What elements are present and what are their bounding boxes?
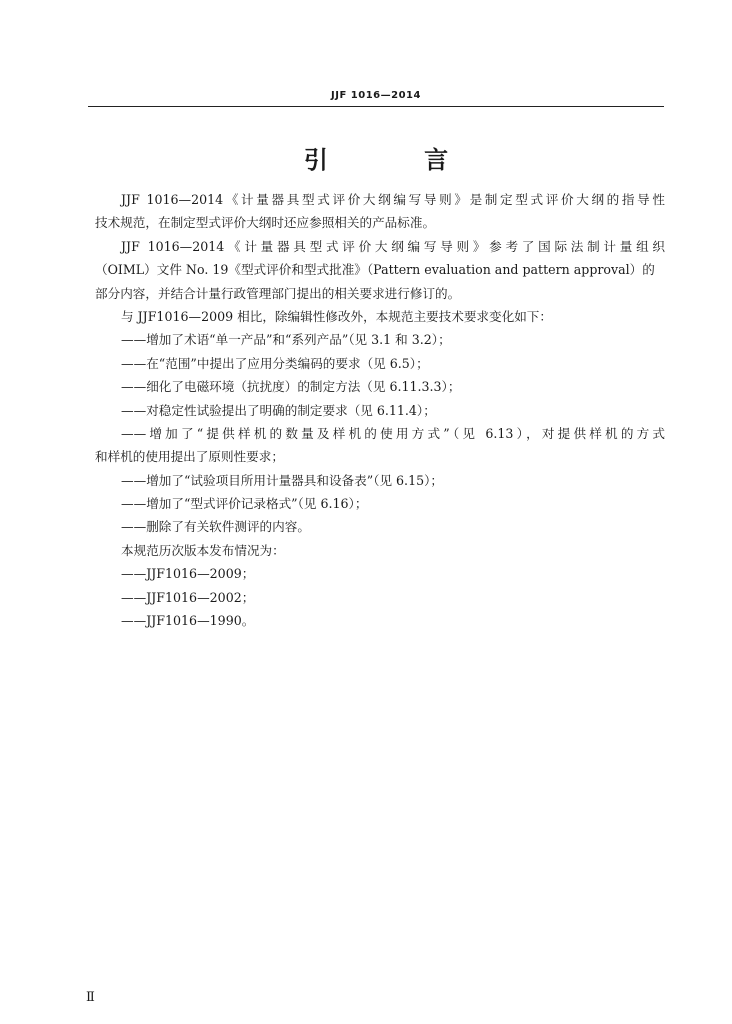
paragraph-3-line-1: 与 JJF1016—2009 相比，除编辑性修改外，本规范主要技术要求变化如下：: [121, 308, 552, 324]
history-item: ——JJF1016—2009；: [121, 566, 255, 582]
change-item-long-line-1: ——增加了“提供样机的数量及样机的使用方式”（见 6.13），对提供样机的方式: [121, 425, 665, 441]
change-item: ——增加了“试验项目所用计量器具和设备表”（见 6.15）；: [121, 472, 443, 488]
change-item: ——在“范围”中提出了应用分类编码的要求（见 6.5）；: [121, 355, 429, 371]
body-text: [95, 188, 665, 632]
paragraph-2-line-1: JJF 1016—2014《计量器具型式评价大纲编写导则》参考了国际法制计量组织: [121, 238, 665, 254]
change-item-long-line-2: 和样机的使用提出了原则性要求；: [95, 449, 284, 465]
document-header-code: JJF 1016—2014: [331, 90, 421, 101]
change-item: ——删除了有关软件测评的内容。: [121, 519, 310, 535]
page-number: Ⅱ: [86, 990, 95, 1005]
history-intro: 本规范历次版本发布情况为：: [121, 542, 285, 558]
change-item: ——对稳定性试验提出了明确的制定要求（见 6.11.4）；: [121, 402, 436, 418]
change-item: ——增加了“型式评价记录格式”（见 6.16）；: [121, 496, 368, 512]
header-rule: [88, 106, 664, 107]
paragraph-1-line-1: JJF 1016—2014《计量器具型式评价大纲编写导则》是制定型式评价大纲的指导性: [121, 192, 665, 207]
paragraph-1-line-2: 技术规范，在制定型式评价大纲时还应参照相关的产品标准。: [95, 215, 436, 231]
change-item: ——增加了术语“单一产品”和“系列产品”（见 3.1 和 3.2）；: [121, 332, 451, 348]
history-item: ——JJF1016—1990。: [121, 613, 255, 629]
paragraph-2-line-3: 部分内容，并结合计量行政管理部门提出的相关要求进行修订的。: [95, 285, 461, 301]
page-title: 引 言: [303, 146, 493, 174]
paragraph-2-line-2: （OIML）文件 No. 19《型式评价和型式批准》（Pattern evaluation and pattern approval）的: [95, 262, 655, 278]
history-item: ——JJF1016—2002；: [121, 589, 255, 605]
change-item: ——细化了电磁环境（抗扰度）的制定方法（见 6.11.3.3）；: [121, 379, 461, 395]
